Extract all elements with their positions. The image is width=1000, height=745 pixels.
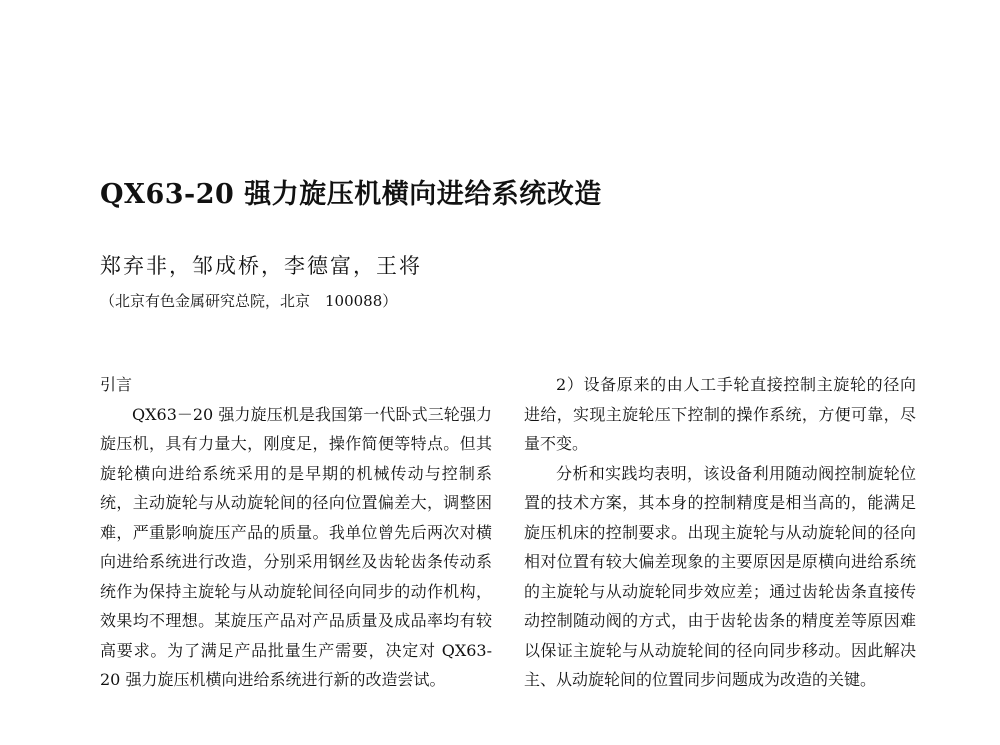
left-column bbox=[100, 370, 492, 695]
analysis-paragraph: 分析和实践均表明，该设备利用随动阀控制旋轮位置的技术方案，其本身的控制精度是相当高的，能满足旋压机床的控制要求。出现主旋轮与从动旋轮间的径向相对位置有较大偏差现象的主要原因是原横向进给系统的主旋轮与从动旋轮同步效应差；通过齿轮齿条直接传动控制随动阀的方式，由于齿轮齿条的精度差等原因难以保证主旋轮与从动旋轮间的径向同步移动。因此解决主、从动旋轮间的位置同步问题成为改造的关键。 bbox=[524, 463, 916, 689]
affiliation: （北京有色金属研究总院，北京 100088） bbox=[100, 292, 398, 310]
section-heading-introduction: 引言 bbox=[100, 375, 133, 394]
paper-title: QX63-20 强力旋压机横向进给系统改造 bbox=[100, 179, 602, 210]
right-column bbox=[524, 370, 916, 695]
intro-paragraph: QX63－20 强力旋压机是我国第一代卧式三轮强力旋压机，具有力量大，刚度足，操作简便等特点。但其旋轮横向进给系统采用的是早期的机械传动与控制系统，主动旋轮与从动旋轮间的径向位置偏差大，调整困难，严重影响旋压产品的质量。我单位曾先后两次对横向进给系统进行改造，分别采用钢丝及齿轮齿条传动系统作为保持主旋轮与从动旋轮间径向同步的动作机构，效果均不理想。某旋压产品对产品质量及成品率均有较高要求。为了满足产品批量生产需要，决定对 QX63-20 强力旋压机横向进给系统进行新的改造尝试。 bbox=[100, 404, 492, 689]
requirement-item-2: 2）设备原来的由人工手轮直接控制主旋轮的径向进给，实现主旋轮压下控制的操作系统，方便可靠，尽量不变。 bbox=[524, 375, 916, 453]
author-list: 郑弃非，邹成桥，李德富，王将 bbox=[100, 254, 422, 278]
